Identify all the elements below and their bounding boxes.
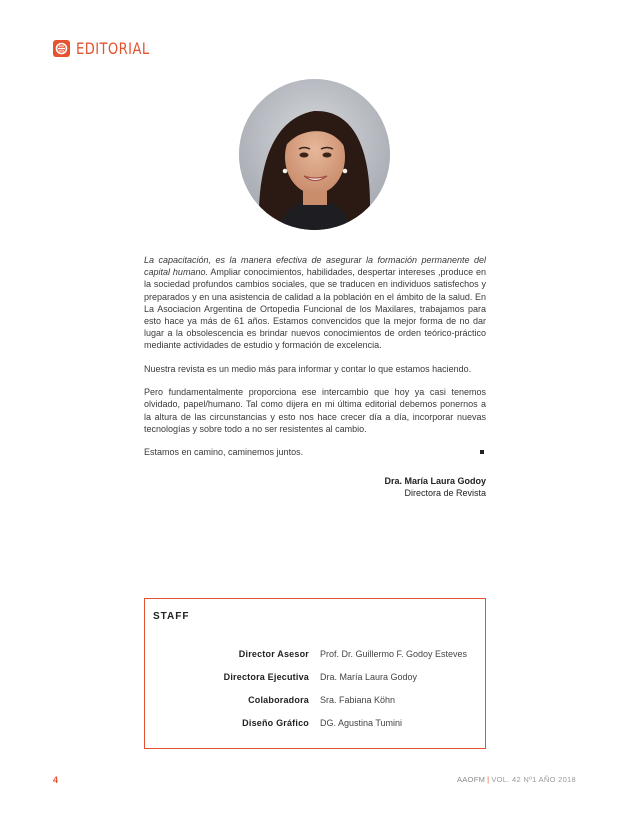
staff-row	[145, 717, 485, 729]
staff-name: Prof. Dr. Guillermo F. Godoy Esteves	[320, 649, 468, 659]
author-name: Dra. María Laura Godoy	[384, 476, 486, 486]
page-header	[53, 38, 166, 58]
staff-box	[144, 598, 486, 749]
staff-row	[145, 648, 485, 660]
author-portrait	[239, 79, 390, 230]
journal-logo-icon	[53, 40, 70, 57]
author-role: Directora de Revista	[404, 488, 486, 498]
paragraph-2: Nuestra revista es un medio más para informar y contar lo que estamos haciendo.	[144, 363, 472, 374]
signature	[300, 475, 486, 499]
footer-issue: VOL. 42 Nº1 AÑO 2018	[491, 775, 576, 784]
paragraph-1	[144, 254, 486, 352]
staff-role: Director Asesor	[238, 649, 309, 659]
issue-footer	[457, 775, 576, 784]
paragraph-3: Pero fundamentalmente proporciona ese intercambio que hoy ya casi tenemos olvidado, papel/humano. Tal como dijera en mi última editorial debemos ponernos a la altura de las circunstancias y esto nos hace crecer día a día, incorporar nuevas tecnologías y sobre todo a no ser resistentes al cambio.	[144, 387, 486, 434]
staff-row	[145, 671, 485, 683]
footer-brand: AAOFM	[456, 775, 486, 784]
staff-role: Colaboradora	[248, 695, 309, 705]
lead-quote: La capacitación, es la manera efectiva de asegurar la formación permanente del capital humano.	[144, 255, 486, 278]
paragraph-4	[144, 446, 486, 458]
staff-role: Diseño Gráfico	[242, 718, 309, 728]
staff-name: Dra. María Laura Godoy	[320, 672, 418, 682]
end-mark-icon	[480, 450, 484, 454]
staff-row	[145, 694, 485, 706]
staff-role: Directora Ejecutiva	[223, 672, 309, 682]
paragraph-1-text: Ampliar conocimientos, habilidades, despertar intereses ,produce en la sociedad profundos cambios sociales, que se traducen en individuos satisfechos y preparados y en una asistencia de calidad a la población en el ámbito de la salud. En La Asociacion Argentina de Ortopedia Funcional de los Maxilares, trabajamos para esto hace ya más de 61 años. Estamos convencidos que la mejor forma de no dar lugar a la obsolescencia es brindar nuevos conocimientos de orden teórico-práctico mediante actividades de estudio y formación de excelencia.	[144, 267, 486, 351]
staff-title: STAFF	[153, 611, 190, 622]
page-number: 4	[53, 775, 59, 785]
staff-name: DG. Agustina Tumini	[320, 718, 403, 728]
section-title: EDITORIAL	[76, 38, 150, 58]
footer-separator: |	[487, 775, 490, 784]
closing-line: Estamos en camino, caminemos juntos.	[144, 447, 304, 458]
staff-name: Sra. Fabiana Köhn	[320, 695, 396, 705]
editorial-body	[144, 254, 486, 470]
